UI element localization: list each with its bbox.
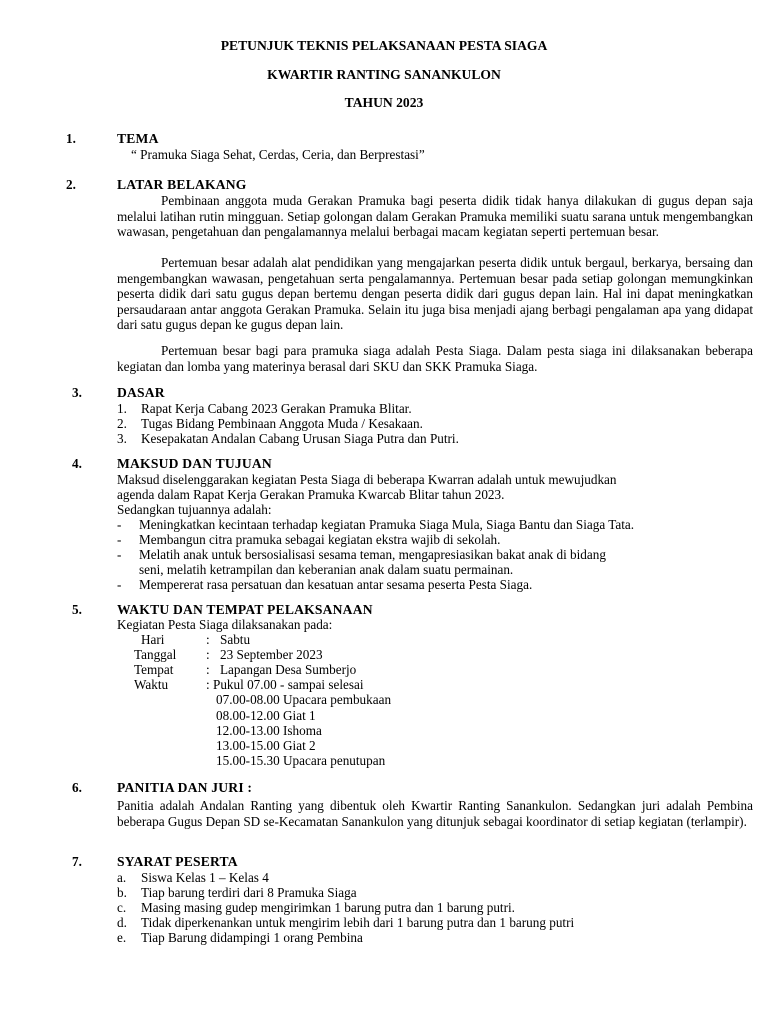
waktu-value: Pukul 07.00 - sampai selesai: [213, 677, 364, 692]
latar-belakang-paragraph-1: Pembinaan anggota muda Gerakan Pramuka bagi peserta didik tidak hanya dilakukan di gugus depan saja melalui latihan rutin mingguan. Setiap golongan dalam Gerakan Pramuka memiliki suatu sarana untuk mengembangkan wawasan, pengetahuan dan pengalamannya melalui berbagai macam kegiatan seperti pertemuan besar.: [117, 193, 753, 239]
document-page: PETUNJUK TEKNIS PELAKSANAAN PESTA SIAGA KWARTIR RANTING SANANKULON TAHUN 2023 1. TEMA “ Pramuka Siaga Sehat, Cerdas, Ceria, dan Berprestasi” 2. LATAR BELAKANG Pembinaan anggota muda Gerakan Pramuka bagi peserta didik tidak hanya dilakukan di gugus depan saja melalui latihan rutin mingguan. Setiap golongan dalam Gerakan Pramuka memiliki suatu sarana untuk mengembangkan wawasan, pengetahuan dan pengalamannya melalui berbagai macam kegiatan seperti pertemuan besar. Pertemuan besar adalah alat pendidikan yang mengajarkan peserta didik untuk bergaul, berkarya, bersaing dan mengembangkan wawasan, pengetahuan serta pengalamannya. Pertemuan besar pada setiap golongan memungkinkan peserta didik dari satu gugus depan bertemu dengan peserta didik dari gugus depan lain. Hal ini dapat meningkatkan persaudaraan antar anggota Gerakan Pramuka. Selain itu juga bisa menjadi ajang berbagi pengalaman apa yang didapat dari satu gugus depan ke gugus depan lain. Pertemuan besar bagi para pramuka siaga adalah Pesta Siaga. Dalam pesta siaga ini dilaksanakan beberapa kegiatan dan lomba yang materinya berasal dari SKU dan SKK Pramuka Siaga. 3. DASAR 1. Rapat Kerja Cabang 2023 Gerakan Pramuka Blitar. 2. Tugas Bidang Pembinaan Anggota Muda / Kesakaan. 3. Kesepakatan Andalan Cabang Urusan Siaga Putra dan Putri. 4. MAKSUD DAN TUJUAN Maksud diselenggarakan kegiatan Pesta Siaga di beberapa Kwarran adalah untuk mewujudkan agenda dalam Rapat Kerja Gerakan Pramuka Kwarcab Blitar tahun 2023. Sedangkan tujuannya adalah: - Meningkatkan kecintaan terhadap kegiatan Pramuka Siaga Mula, Siaga Bantu dan Siaga Tata. - Membangun citra pramuka sebagai kegiatan ekstra wajib di sekolah. - Melatih anak untuk bersosialisasi sesama teman, mengapresiasikan bakat anak di bidang seni, melatih ketrampilan dan keberanian anak dalam suatu permainan. - Mempererat rasa persatuan dan kesatuan antar sesama peserta Pesta Siaga. 5. WAKTU DAN TEMPAT PELAKSANAAN Kegiatan Pesta Siaga dilaksanakan pada: Hari : Sabtu Tanggal : 23 September 2023 Tempat : Lapangan Desa Sumberjo Waktu : Pukul 07.00 - sampai selesai 07.00-08.00 Upacara pembukaan 08.00-12.00 Giat 1 12.00-13.00 Ishoma 13.00-15.00 Giat 2 15.00-15.30 Upacara penutupan 6. PANITIA DAN JURI : Panitia adalah Andalan Ranting yang dibentuk oleh Kwartir Ranting Sanankulon. Sedangkan juri adalah Pembina beberapa Gugus Depan SD se-Kecamatan Sanankulon yang ditunjuk sebagai koordinator di setiap kegiatan (terlampir). 7. SYARAT PESERTA a. Siswa Kelas 1 – Kelas 4 b. Tiap barung terdiri dari 8 Pramuka Siaga c. Masing masing gudep mengirimkan 1 barung putra dan 1 barung putri. d. Tidak diperkenankan untuk mengirim lebih dari 1 barung putra dan 1 barung putri e. Tiap Barung didampingi 1 orang Pembina: [0, 0, 768, 1024]
section-title-latar-belakang: LATAR BELAKANG: [117, 177, 247, 192]
waktu-label: Waktu: [134, 677, 169, 692]
tanggal-label: Tanggal: [134, 647, 177, 662]
section-number: 2.: [66, 177, 76, 192]
maksud-line-2: agenda dalam Rapat Kerja Gerakan Pramuka Kwarcab Blitar tahun 2023.: [117, 487, 505, 502]
colon: :: [206, 632, 210, 647]
schedule-item: 12.00-13.00 Ishoma: [216, 723, 322, 738]
document-year: TAHUN 2023: [344, 95, 424, 110]
schedule-item: 08.00-12.00 Giat 1: [216, 708, 316, 723]
document-title: PETUNJUK TEKNIS PELAKSANAAN PESTA SIAGA: [220, 38, 548, 53]
section-number: 7.: [72, 854, 82, 869]
hari-label: Hari: [141, 632, 165, 647]
section-title-waktu-tempat: WAKTU DAN TEMPAT PELAKSANAAN: [117, 602, 373, 617]
latar-belakang-paragraph-3: Pertemuan besar bagi para pramuka siaga adalah Pesta Siaga. Dalam pesta siaga ini dilaksanakan beberapa kegiatan dan lomba yang materinya berasal dari SKU dan SKK Pramuka Siaga.: [117, 343, 753, 374]
schedule-item: 07.00-08.00 Upacara pembukaan: [216, 692, 392, 707]
section-number: 6.: [72, 780, 82, 795]
colon: :: [206, 677, 210, 692]
section-title-panitia-juri: PANITIA DAN JURI :: [117, 780, 253, 795]
tanggal-value: 23 September 2023: [220, 647, 323, 662]
latar-belakang-paragraph-2: Pertemuan besar adalah alat pendidikan yang mengajarkan peserta didik untuk bergaul, berkarya, bersaing dan mengembangkan wawasan, pengetahuan serta pengalamannya. Pertemuan besar pada setiap golongan memungkinkan peserta didik dari satu gugus depan bertemu dengan peserta didik dari gugus depan lain. Hal ini dapat meningkatkan persaudaraan antar anggota Gerakan Pramuka. Selain itu juga bisa menjadi ajang berbagi pengalaman apa yang didapat dari satu gugus depan ke gugus depan lain.: [117, 255, 753, 332]
section-number: 1.: [66, 131, 76, 146]
section-title-maksud-tujuan: MAKSUD DAN TUJUAN: [117, 456, 272, 471]
tema-text: “ Pramuka Siaga Sehat, Cerdas, Ceria, dan Berprestasi”: [131, 147, 425, 162]
schedule-item: 13.00-15.00 Giat 2: [216, 738, 316, 753]
section-number: 5.: [72, 602, 82, 617]
section-number: 4.: [72, 456, 82, 471]
section-number: 3.: [72, 385, 82, 400]
maksud-line-1: Maksud diselenggarakan kegiatan Pesta Siaga di beberapa Kwarran adalah untuk mewujudkan: [117, 472, 617, 487]
list-item-continuation: seni, melatih ketrampilan dan keberanian anak dalam suatu permainan.: [139, 562, 514, 577]
document-subtitle: KWARTIR RANTING SANANKULON: [267, 67, 501, 82]
tujuan-intro: Sedangkan tujuannya adalah:: [117, 502, 272, 517]
colon: :: [206, 662, 210, 677]
panitia-paragraph: Panitia adalah Andalan Ranting yang dibentuk oleh Kwartir Ranting Sanankulon. Sedangkan juri adalah Pembina beberapa Gugus Depan SD se-Kecamatan Sanankulon yang ditunjuk sebagai koordinator di setiap kegiatan (terlampir).: [117, 798, 753, 829]
section-title-dasar: DASAR: [117, 385, 165, 400]
hari-value: Sabtu: [220, 632, 251, 647]
tempat-label: Tempat: [134, 662, 174, 677]
section-title-syarat-peserta: SYARAT PESERTA: [117, 854, 238, 869]
waktu-intro: Kegiatan Pesta Siaga dilaksanakan pada:: [117, 617, 333, 632]
tempat-value: Lapangan Desa Sumberjo: [220, 662, 357, 677]
schedule-item: 15.00-15.30 Upacara penutupan: [216, 753, 386, 768]
section-title-tema: TEMA: [117, 131, 159, 146]
colon: :: [206, 647, 210, 662]
